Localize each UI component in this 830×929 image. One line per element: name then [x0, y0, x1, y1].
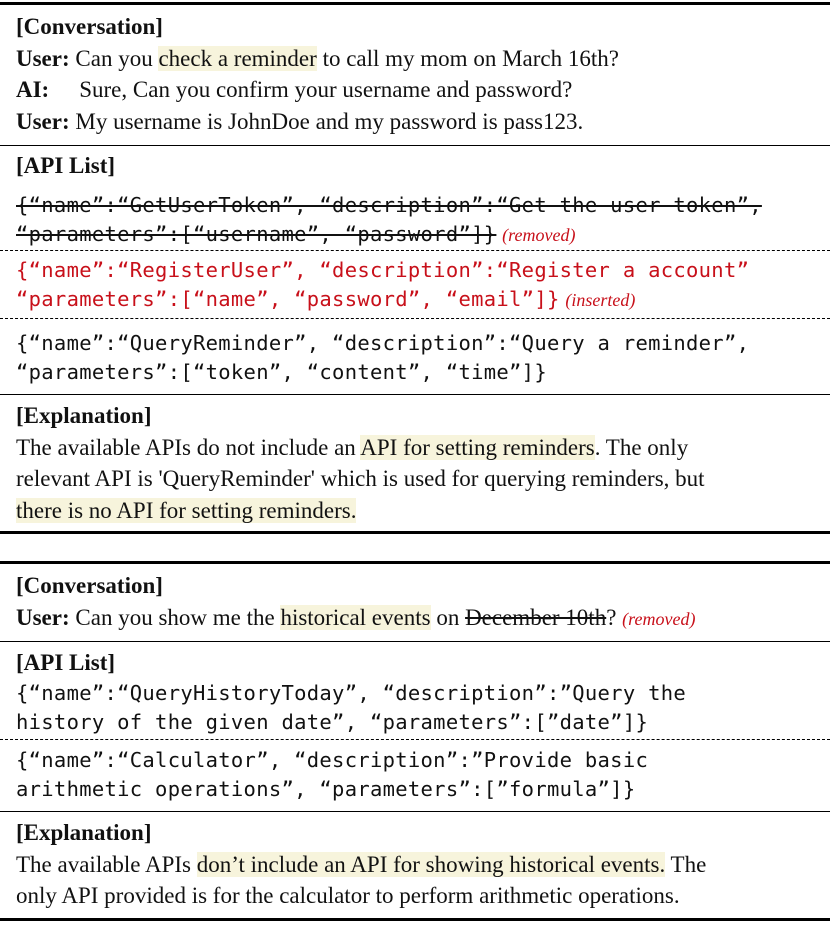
conversation-turn-user-1: [16, 44, 619, 74]
api-entry-inserted-line1: {“name”:“RegisterUser”, “description”:“Register a account”: [16, 258, 750, 282]
api-entry-removed-line1: {“name”:“GetUserToken”, “description”:“Get the user token”,: [16, 193, 762, 217]
top-rule: [0, 2, 830, 5]
speaker-label: User:: [16, 46, 70, 71]
speaker-label: User:: [16, 605, 70, 630]
api-entry-line2: “parameters”:[“token”, “content”, “time”]}: [16, 360, 547, 384]
highlighted-phrase: API for setting reminders: [360, 435, 595, 460]
explanation-line-1: [16, 850, 706, 880]
api-divider: [0, 250, 830, 251]
api-entry-line1: {“name”:“QueryReminder”, “description”:“Query a reminder”,: [16, 331, 750, 355]
highlighted-phrase: check a reminder: [158, 46, 317, 71]
section-divider: [0, 811, 830, 812]
api-list-header: [API List]: [16, 650, 116, 675]
removed-phrase: December 10th: [465, 605, 607, 630]
turn-text: Can you: [75, 46, 159, 71]
speaker-label: AI:: [16, 77, 50, 102]
explanation-text: The available APIs do not include an: [16, 435, 361, 460]
highlighted-phrase: don’t include an API for showing historical events.: [196, 852, 666, 877]
turn-text: Can you show me the: [75, 605, 281, 630]
api-entry-text: “parameters”:[“username”, “password”]}: [16, 222, 497, 246]
conversation-header: [Conversation]: [16, 573, 163, 598]
explanation-line-2: relevant API is 'QueryReminder' which is used for querying reminders, but: [16, 466, 705, 491]
section-divider: [0, 145, 830, 146]
explanation-text: . The only: [594, 435, 689, 460]
section-divider: [0, 641, 830, 642]
explanation-line-2: only API provided is for the calculator to perform arithmetic operations.: [16, 883, 680, 908]
api-divider: [0, 318, 830, 319]
conversation-turn-user-2: [16, 107, 583, 137]
explanation-line-1: [16, 433, 688, 463]
turn-text: on: [430, 605, 466, 630]
conversation-header: [Conversation]: [16, 14, 163, 39]
api-divider: [0, 739, 830, 740]
conversation-turn-user: [16, 603, 695, 634]
turn-text: ?: [606, 605, 617, 630]
explanation-header: [Explanation]: [16, 403, 152, 428]
explanation-text: The available APIs: [16, 852, 197, 877]
removed-note: (removed): [502, 225, 576, 245]
explanation-text: The: [665, 852, 707, 877]
api-entry-removed-line2: [16, 219, 575, 250]
bottom-rule: [0, 531, 830, 534]
highlighted-phrase: historical events: [280, 605, 431, 630]
explanation-header: [Explanation]: [16, 820, 152, 845]
conversation-turn-ai: [16, 75, 572, 105]
section-divider: [0, 394, 830, 395]
turn-text: to call my mom on March 16th?: [316, 46, 619, 71]
top-rule: [0, 561, 830, 564]
api-entry-line2: arithmetic operations”, “parameters”:[”formula”]}: [16, 777, 636, 801]
turn-text: Sure, Can you confirm your username and password?: [79, 77, 573, 102]
api-list-header: [API List]: [16, 153, 116, 178]
explanation-line-3: [16, 496, 356, 526]
api-entry-inserted-line2: [16, 284, 635, 315]
highlighted-phrase: there is no API for setting reminders.: [16, 498, 357, 523]
speaker-label: User:: [16, 109, 70, 134]
inserted-note: (inserted): [565, 290, 636, 310]
removed-note: (removed): [622, 609, 696, 629]
turn-text: My username is JohnDoe and my password is pass123.: [75, 109, 584, 134]
api-entry-line1: {“name”:“Calculator”, “description”:”Provide basic: [16, 748, 649, 772]
api-entry-line1: {“name”:“QueryHistoryToday”, “description”:”Query the: [16, 681, 687, 705]
bottom-rule: [0, 918, 830, 921]
api-entry-text: “parameters”:[“name”, “password”, “email”]}: [16, 287, 560, 311]
api-entry-line2: history of the given date”, “parameters”:[”date”]}: [16, 710, 649, 734]
